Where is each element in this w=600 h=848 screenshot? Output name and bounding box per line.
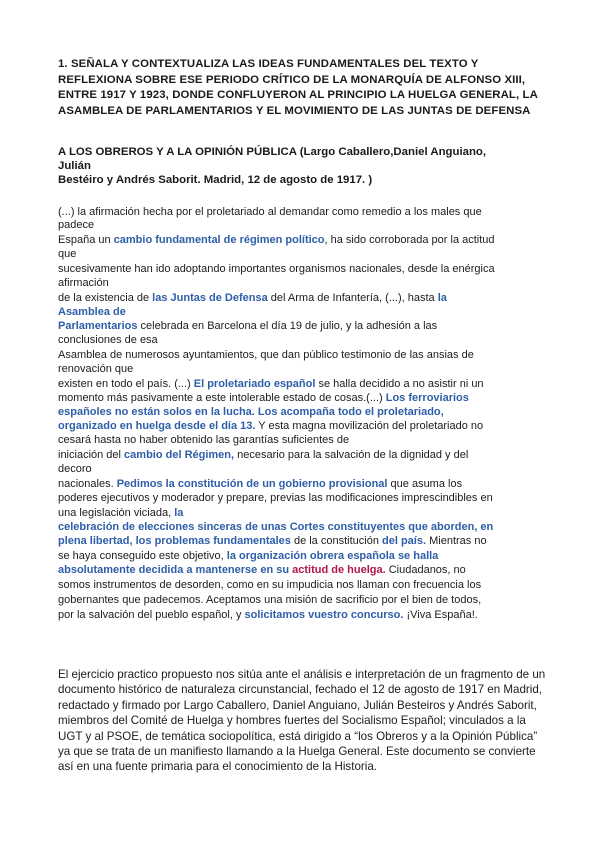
text-line: [58, 419, 483, 433]
text-segment: Ciudadanos, no: [385, 564, 466, 576]
text-segment: momento más pasivamente a este intolerable estado de cosas.(...): [58, 392, 386, 404]
highlighted-phrase: solicitamos vuestro concurso.: [244, 609, 404, 621]
text-segment: Y esta magna movilización del proletariado no: [255, 420, 484, 432]
text-line: [58, 247, 76, 261]
text-line: [58, 333, 158, 347]
text-segment: que: [58, 248, 77, 260]
highlighted-phrase: El proletariado español: [193, 378, 316, 390]
text-line: [58, 319, 437, 333]
text-segment: decoro: [58, 463, 92, 475]
highlighted-phrase: la: [174, 507, 184, 519]
highlighted-phrase: cambio fundamental de régimen político: [113, 234, 325, 246]
text-segment: Asamblea de numerosos ayuntamientos, que dan público testimonio de las ansias de: [58, 349, 474, 361]
text-line: [58, 448, 468, 462]
text-segment: somos instrumentos de desorden, como en su impudicia nos llaman con frecuencia los: [58, 579, 482, 591]
text-segment: una legislación viciada,: [58, 507, 175, 519]
text-line: [58, 205, 482, 219]
highlighted-phrase: Los ferroviarios: [385, 392, 469, 404]
text-segment: se halla decidido a no asistir ni un: [315, 378, 484, 390]
text-line: [58, 506, 183, 520]
text-line: [58, 362, 133, 376]
text-line: [58, 276, 109, 290]
text-line: [58, 534, 487, 548]
highlighted-phrase: absolutamente decidida a mantenerse en su: [58, 564, 293, 576]
highlighted-phrase: la: [437, 292, 447, 304]
text-line: [58, 305, 126, 319]
text-segment: Mientras no: [426, 535, 487, 547]
highlighted-phrase: Parlamentarios: [58, 320, 138, 332]
text-segment: iniciación del: [58, 449, 125, 461]
text-segment: gobernantes que padecemos. Aceptamos una misión de sacrificio por el bien de todos,: [58, 594, 482, 606]
text-segment: sucesivamente han ido adoptando importantes organismos nacionales, desde la enérgica: [58, 263, 495, 275]
text-segment: España un: [58, 234, 114, 246]
analysis-paragraph: El ejercicio practico propuesto nos sitúa ante el análisis e interpretación de un fragmento de un documento histórico de naturaleza circunstancial, fechado el 12 de agosto de 1917 en Madrid, redactado y firmado por Largo Caballero, Daniel Anguiano, Julián Besteiros y Andrés Saborit, miembros del Comité de Huelga y hombres fuertes del Socialismo Español; vinculados a la UGT y al PSOE, de temática sociopolítica, está dirigido a “los Obreros y a la Opinión Pública” ya que se trata de un manifiesto llamando a la Huelga General. Este documento se convierte así en una fuente primaria para el conocimiento de la Historia.: [58, 668, 546, 774]
highlighted-phrase: las Juntas de Defensa: [152, 292, 268, 304]
text-line: [58, 608, 478, 622]
highlighted-phrase: Pedimos la constitución de un gobierno provisional: [116, 478, 388, 490]
text-segment: ¡Viva España!.: [403, 609, 478, 621]
text-segment: de la existencia de: [58, 292, 153, 304]
text-line: [58, 491, 493, 505]
text-segment: poderes ejecutivos y moderador y prepare, previas las modificaciones imprescindibles en: [58, 492, 493, 504]
text-line: [58, 348, 474, 362]
exercise-title: 1. SEÑALA Y CONTEXTUALIZA LAS IDEAS FUNDAMENTALES DEL TEXTO Y REFLEXIONA SOBRE ESE PERIODO CRÍTICO DE LA MONARQUÍA DE ALFONSO XIII, ENTRE 1917 Y 1923, DONDE CONFLUYERON AL PRINCIPIO LA HUELGA GENERAL, LA ASAMBLEA DE PARLAMENTARIOS Y EL MOVIMIENTO DE LAS JUNTAS DE DEFENSA: [58, 58, 538, 117]
text-line: [58, 593, 481, 607]
highlighted-phrase: plena libertad, los problemas fundamentales: [58, 535, 291, 547]
text-segment: existen en todo el país. (...): [58, 378, 194, 390]
text-line: [58, 262, 495, 276]
text-segment: celebrada en Barcelona el día 19 de julio, y la adhesión a las: [137, 320, 438, 332]
source-line-1: A LOS OBREROS Y A LA OPINIÓN PÚBLICA (Largo Caballero,Daniel Anguiano,: [58, 146, 487, 158]
text-line: [58, 291, 447, 305]
highlighted-phrase: Asamblea de: [58, 306, 126, 318]
source-line-3: Bestéiro y Andrés Saborit. Madrid, 12 de agosto de 1917. ): [58, 174, 373, 186]
text-segment: por la salvación del pueblo español, y: [58, 609, 245, 621]
text-line: [58, 520, 493, 534]
text-line: [58, 563, 466, 577]
highlighted-phrase-red: actitud de huelga.: [292, 564, 386, 576]
text-segment: del Arma de Infantería, (...), hasta: [267, 292, 438, 304]
source-line-2: Julián: [58, 160, 91, 172]
text-line: [58, 377, 484, 391]
text-segment: nacionales.: [58, 478, 117, 490]
text-line: [58, 549, 438, 563]
text-segment: renovación que: [58, 363, 134, 375]
text-line: [58, 433, 349, 447]
highlighted-phrase: españoles no están solos en la lucha. Los acompaña todo el proletariado,: [58, 406, 444, 418]
text-segment: afirmación: [58, 277, 109, 289]
highlighted-phrase: la organización obrera española se halla: [226, 550, 439, 562]
highlighted-phrase: cambio del Régimen,: [124, 449, 235, 461]
text-segment: (...) la afirmación hecha por el proletariado al demandar como remedio a los males que: [58, 206, 482, 218]
text-line: [58, 218, 94, 232]
text-segment: conclusiones de esa: [58, 334, 158, 346]
text-line: [58, 578, 481, 592]
text-segment: padece: [58, 219, 95, 231]
text-segment: de la constitución: [290, 535, 383, 547]
highlighted-phrase: celebración de elecciones sinceras de unas Cortes constituyentes que aborden, en: [58, 521, 494, 533]
text-segment: se haya conseguido este objetivo,: [58, 550, 227, 562]
text-segment: , ha sido corroborada por la actitud: [324, 234, 495, 246]
text-segment: cesará hasta no haber obtenido las garantías suficientes de: [58, 434, 350, 446]
text-line: [58, 405, 444, 419]
highlighted-phrase: del país.: [382, 535, 427, 547]
text-segment: que asuma los: [387, 478, 463, 490]
text-segment: necesario para la salvación de la dignidad y del: [234, 449, 469, 461]
text-line: [58, 233, 495, 247]
text-line: [58, 462, 92, 476]
text-line: [58, 477, 462, 491]
highlighted-phrase: organizado en huelga desde el día 13.: [58, 420, 256, 432]
source-citation: [58, 145, 548, 187]
text-line: [58, 391, 469, 405]
